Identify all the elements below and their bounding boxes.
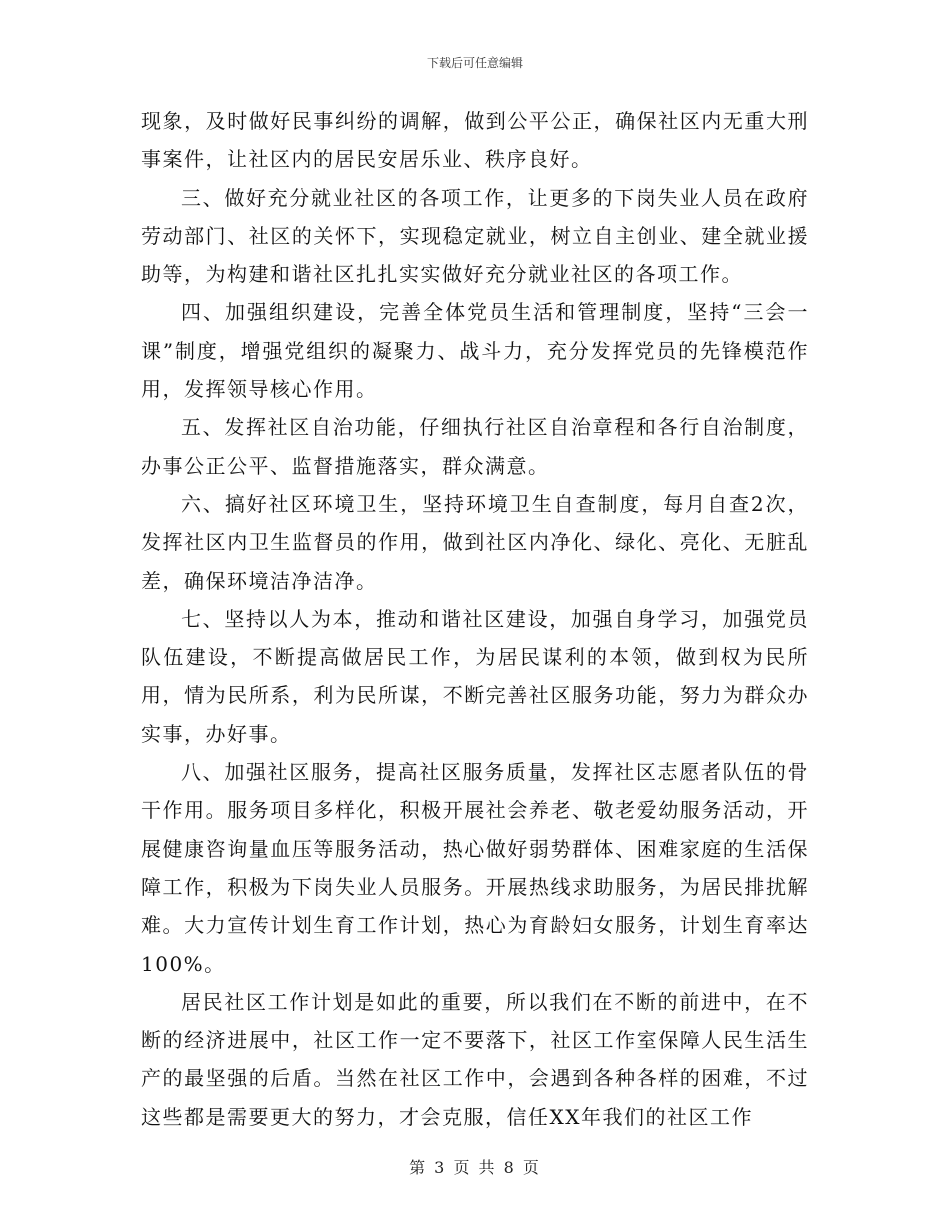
page-header: 下载后可任意编辑 (426, 56, 523, 70)
page-number-footer: 第 3 页 共 8 页 (409, 1158, 541, 1177)
paragraph-item-5: 五、发挥社区自治功能，仔细执行社区自治章程和各行自治制度，办事公正公平、监督措施落实，群众满意。 (141, 415, 809, 478)
paragraph-item-8: 八、加强社区服务，提高社区服务质量，发挥社区志愿者队伍的骨干作用。服务项目多样化，积极开展社会养老、敬老爱幼服务活动，开展健康咨询量血压等服务活动，热心做好弱势群体、困难家庭的生活保障工作，积极为下岗失业人员服务。开展热线求助服务，为居民排扰解难。大力宣传计划生育工作计划，热心为育龄妇女服务，计划生育率达100%。 (141, 760, 809, 976)
paragraph-item-7: 七、坚持以人为本，推动和谐社区建设，加强自身学习，加强党员队伍建设，不断提高做居民工作，为居民谋利的本领，做到权为民所用，情为民所系，利为民所谋，不断完善社区服务功能，努力为群众办实事，办好事。 (141, 606, 809, 746)
paragraph-continuation: 现象，及时做好民事纠纷的调解，做到公平公正，确保社区内无重大刑事案件，让社区内的居民安居乐业、秩序良好。 (141, 109, 809, 172)
paragraph-item-4: 四、加强组织建设，完善全体党员生活和管理制度，坚持“三会一课”制度，增强党组织的凝聚力、战斗力，充分发挥党员的先锋模范作用，发挥领导核心作用。 (141, 300, 809, 402)
paragraph-item-3: 三、做好充分就业社区的各项工作，让更多的下岗失业人员在政府劳动部门、社区的关怀下，实现稳定就业，树立自主创业、建全就业援助等，为构建和谐社区扎扎实实做好充分就业社区的各项工作。 (141, 185, 809, 287)
paragraph-item-6: 六、搞好社区环境卫生，坚持环境卫生自查制度，每月自查2次，发挥社区内卫生监督员的作用，做到社区内净化、绿化、亮化、无脏乱差，确保环境洁净洁净。 (141, 491, 809, 593)
paragraph-conclusion: 居民社区工作计划是如此的重要，所以我们在不断的前进中，在不断的经济进展中，社区工作一定不要落下，社区工作室保障人民生活生产的最坚强的后盾。当然在社区工作中，会遇到各种各样的困难，不过这些都是需要更大的努力，才会克服，信任XX年我们的社区工作 (141, 989, 809, 1129)
document-body (141, 102, 809, 1136)
